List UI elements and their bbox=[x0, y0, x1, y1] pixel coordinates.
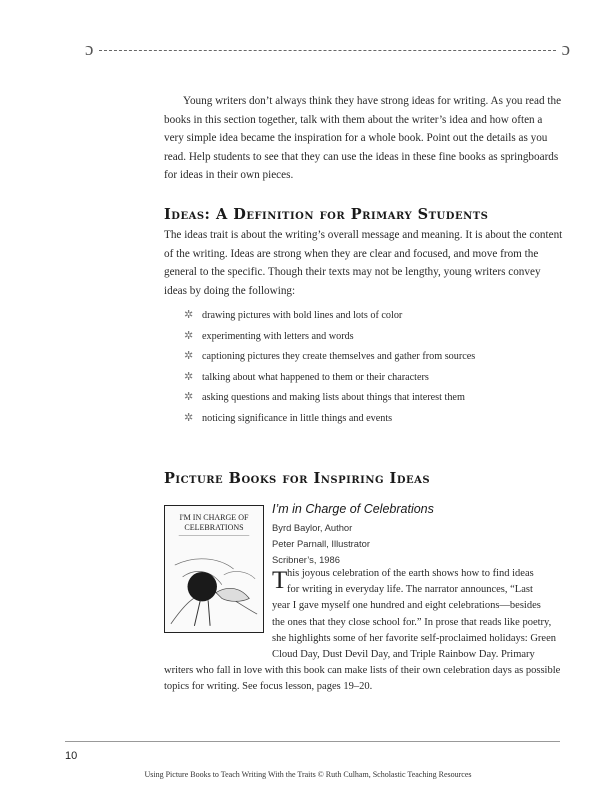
review-line: the ones that they close school for.” In prose that reads like poetry, bbox=[272, 616, 552, 628]
asterisk-bullet-icon: ✲ bbox=[184, 391, 194, 403]
review-line: she highlights some of her favorite self-proclaimed holidays: Green bbox=[272, 632, 557, 644]
list-item: ✲ asking questions and making lists about things that interest them bbox=[184, 387, 564, 408]
review-line: year I gave myself one hundred and eight celebrations—besides bbox=[272, 600, 541, 612]
left-swirl-ornament: ɔ bbox=[85, 39, 94, 60]
review-line: Cloud Day, Dust Devil Day, and Triple Rainbow Day. Primary bbox=[272, 649, 535, 660]
asterisk-bullet-icon: ✲ bbox=[184, 329, 194, 342]
review-line: writers who fall in love with this book can make lists of their own celebration days as possible bbox=[164, 665, 561, 677]
footer-rule bbox=[65, 741, 560, 742]
asterisk-bullet-icon: ✲ bbox=[184, 309, 194, 321]
list-item: ✲ talking about what happened to them or their characters bbox=[184, 367, 564, 388]
definition-paragraph: The ideas trait is about the writing’s overall message and meaning. It is about the content of the writing. Ideas are strong when they are clear and focused, and move from the general to the specific. Though their texts may not be lengthy, young writers convey ideas by doing the following: bbox=[164, 229, 563, 297]
review-line: his joyous celebration of the earth shows how to find ideas bbox=[287, 568, 534, 579]
asterisk-bullet-icon: ✲ bbox=[184, 411, 194, 424]
ideas-bullet-list bbox=[184, 305, 564, 428]
list-item: ✲ drawing pictures with bold lines and lots of color bbox=[184, 305, 564, 326]
right-swirl-ornament: ɔ bbox=[561, 39, 570, 60]
dashed-line bbox=[99, 50, 556, 51]
footer-citation: Using Picture Books to Teach Writing With the Traits © Ruth Culham, Scholastic Teaching Resources bbox=[144, 770, 472, 779]
book-title: I’m in Charge of Celebrations bbox=[272, 502, 434, 516]
header-decorative-rule bbox=[85, 40, 570, 62]
page-number: 10 bbox=[65, 750, 78, 762]
svg-text:I'M IN CHARGE OF: I'M IN CHARGE OF bbox=[179, 513, 249, 522]
review-line: topics for writing. See focus lesson, pages 19–20. bbox=[164, 681, 373, 693]
intro-paragraph: Young writers don’t always think they have strong ideas for writing. As you read the books in this section together, talk with them about the writer’s idea and how often a very simple idea became the inspiration for a whole book. Point out the details as you read. Help students to see that they can use the ideas in these fine books as springboards for ideas in their own pieces. bbox=[164, 95, 562, 182]
drop-cap: T bbox=[272, 567, 288, 594]
book-cover-image bbox=[164, 505, 264, 633]
book-publisher: Scribner’s, 1986 bbox=[272, 554, 340, 565]
picture-books-heading: Picture Books for Inspiring Ideas bbox=[164, 470, 431, 487]
asterisk-bullet-icon: ✲ bbox=[184, 370, 194, 383]
asterisk-bullet-icon: ✲ bbox=[184, 350, 194, 362]
book-author: Byrd Baylor, Author bbox=[272, 522, 353, 533]
list-item: ✲ noticing significance in little things and events bbox=[184, 408, 564, 429]
list-item: ✲ experimenting with letters and words bbox=[184, 326, 564, 347]
review-line: for writing in everyday life. The narrator announces, “Last bbox=[287, 584, 533, 596]
svg-text:CELEBRATIONS: CELEBRATIONS bbox=[184, 522, 244, 532]
definition-heading: Ideas: A Definition for Primary Students bbox=[164, 206, 489, 223]
book-illustrator: Peter Parnall, Illustrator bbox=[272, 538, 370, 549]
list-item: ✲ captioning pictures they create themselves and gather from sources bbox=[184, 346, 564, 367]
